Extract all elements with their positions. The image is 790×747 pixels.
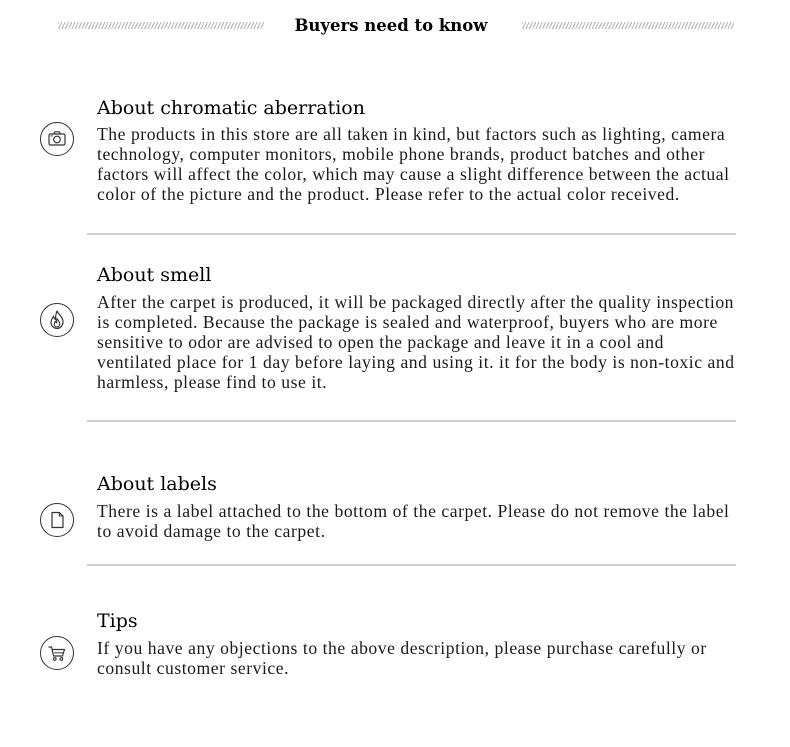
flame-icon <box>40 303 74 337</box>
section-title: About smell <box>97 264 212 286</box>
section-title: Tips <box>97 610 138 632</box>
section-divider <box>87 233 736 235</box>
section-divider <box>87 420 736 422</box>
section-divider <box>87 564 736 566</box>
shopping-cart-icon <box>40 636 74 670</box>
page-header <box>0 14 790 40</box>
section-title: About labels <box>97 473 217 495</box>
section-title: About chromatic aberration <box>97 97 365 119</box>
header-decoration-left <box>58 22 264 29</box>
document-icon <box>40 503 74 537</box>
page-title: Buyers need to know <box>294 16 488 35</box>
section-text: There is a label attached to the bottom of the carpet. Please do not remove the label to avoid damage to the carpet. <box>97 501 730 541</box>
header-decoration-right <box>522 22 734 29</box>
section-text: If you have any objections to the above description, please purchase carefully or consult customer service. <box>97 638 707 678</box>
section-text: The products in this store are all taken in kind, but factors such as lighting, camera technology, computer monitors, mobile phone brands, product batches and other factors will affect the color, which may cause a slight difference between the actual color of the picture and the product. Please refer to the actual color received. <box>97 124 730 204</box>
section-text: After the carpet is produced, it will be packaged directly after the quality inspection is completed. Because the package is sealed and waterproof, buyers who are more sensitive to odor are advised to open the package and leave it in a cool and ventilated place for 1 day before laying and using it. it for the body is non-toxic and harmless, please find to use it. <box>97 292 735 392</box>
camera-icon <box>40 122 74 156</box>
